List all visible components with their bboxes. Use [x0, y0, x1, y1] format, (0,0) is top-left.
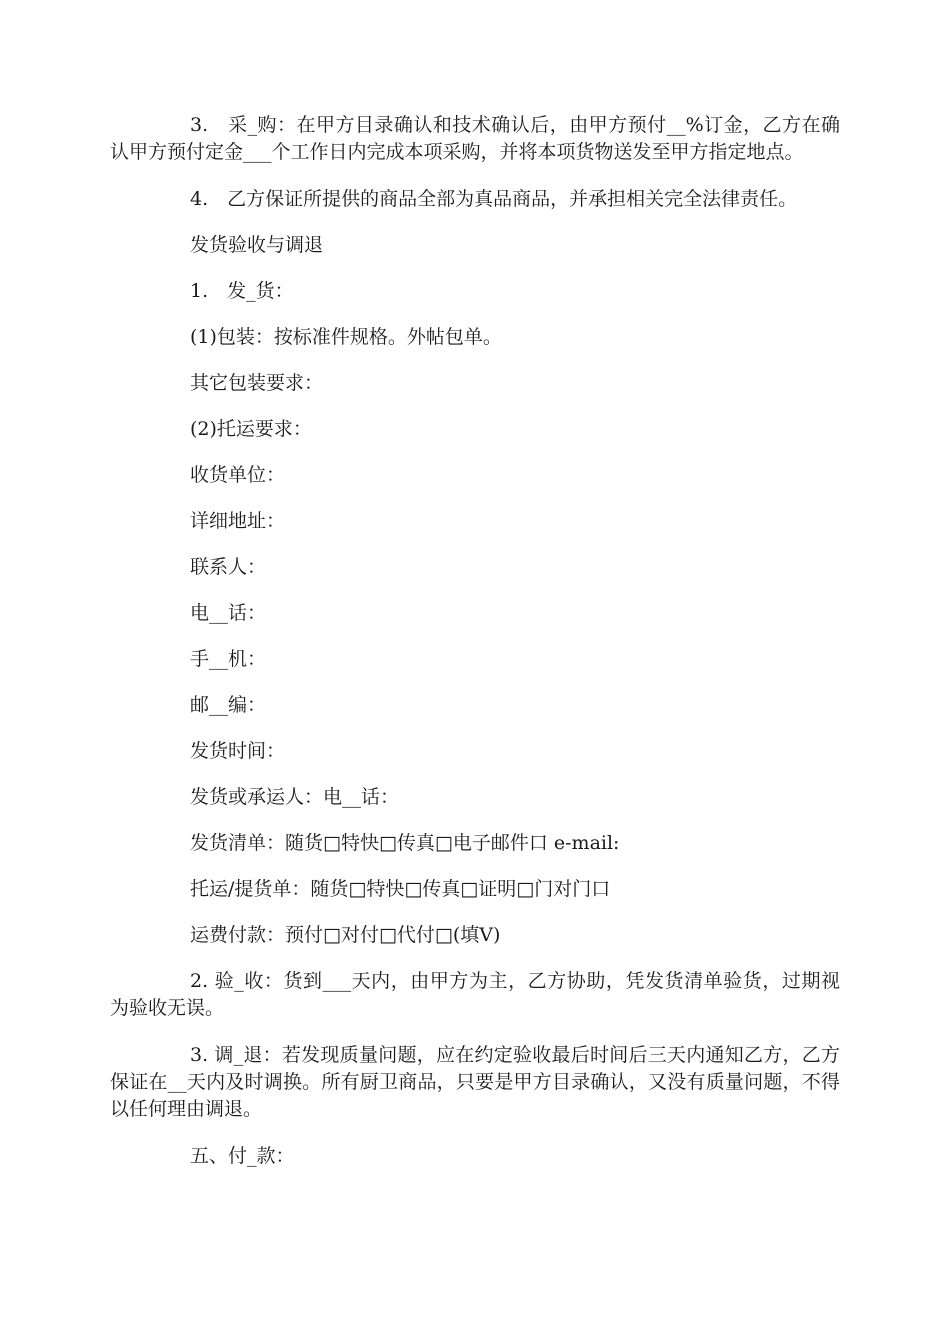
field-shipping-time: 发货时间：	[190, 740, 286, 762]
paragraph-packaging: (1)包装：按标准件规格。外帖包单。	[190, 326, 502, 348]
section-heading-payment: 五、付_款：	[190, 1145, 295, 1167]
field-contact: 联系人：	[190, 556, 267, 578]
paragraph-other-packaging: 其它包装要求：	[190, 372, 324, 394]
field-receiving-unit: 收货单位：	[190, 464, 286, 486]
paragraph-shipping: 1. 发_货：	[190, 280, 294, 302]
field-phone: 电__话：	[190, 602, 267, 624]
paragraph-purchase: 3. 采_购：在甲方目录确认和技术确认后，由甲方预付__%订金，乙方在确认甲方预付定金___个工作日内完成本项采购，并将本项货物送发至甲方指定地点。	[110, 114, 840, 163]
field-postcode: 邮__编：	[190, 694, 267, 716]
section-heading-shipping: 发货验收与调退	[190, 234, 324, 256]
paragraph-authentic-goods: 4. 乙方保证所提供的商品全部为真品商品，并承担相关完全法律责任。	[190, 188, 798, 210]
field-mobile: 手__机：	[190, 648, 267, 670]
field-carrier: 发货或承运人：电__话：	[190, 786, 400, 808]
document-page	[110, 112, 840, 1170]
paragraph-returns: 3. 调_退：若发现质量问题，应在约定验收最后时间后三天内通知乙方，乙方保证在__天内及时调换。所有厨卫商品，只要是甲方目录确认，又没有质量问题，不得以任何理由调退。	[110, 1044, 840, 1120]
field-freight-payment: 运费付款：预付□对付□代付□(填V)	[190, 924, 501, 946]
field-delivery-note: 托运/提货单：随货□特快□传真□证明□门对门口	[190, 878, 611, 900]
paragraph-acceptance: 2. 验_收：货到___天内，由甲方为主，乙方协助，凭发货清单验货，过期视为验收无误。	[110, 970, 840, 1019]
field-shipping-list: 发货清单：随货□特快□传真□电子邮件口 e-mail:	[190, 832, 620, 854]
field-address: 详细地址：	[190, 510, 286, 532]
paragraph-consignment: (2)托运要求：	[190, 418, 312, 440]
